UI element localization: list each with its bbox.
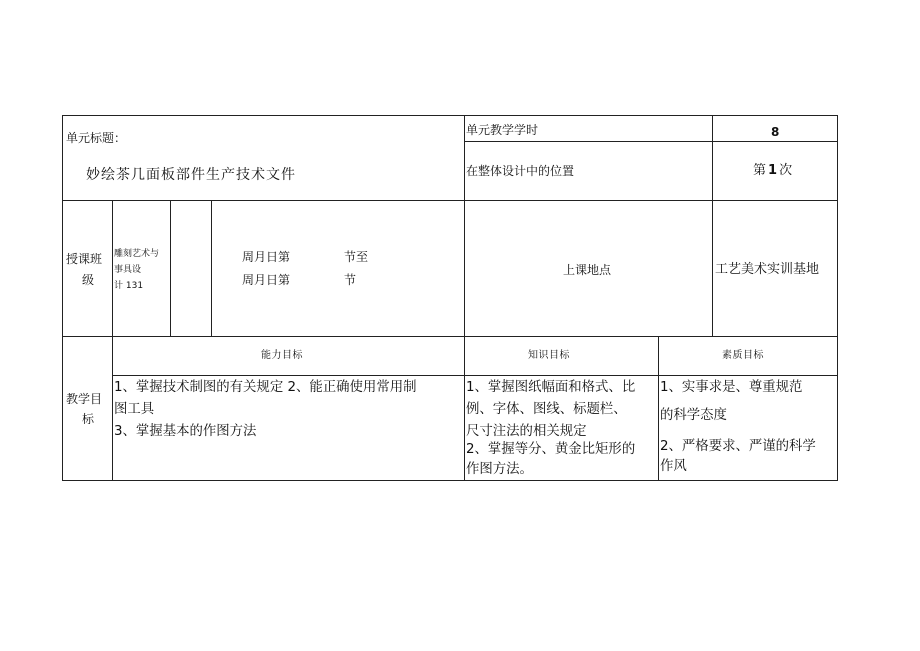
position-label: 在整体设计中的位置	[466, 164, 575, 178]
ability-text-line1: 1、掌握技术制图的有关规定 2、能正确使用常用制	[114, 380, 417, 395]
unit-hours-label: 单元教学学时	[466, 123, 539, 137]
ability-header: 能力目标	[261, 350, 303, 361]
ability-text-line3: 3、掌握基本的作图方法	[114, 424, 257, 439]
quality-text-line1: 1、实事求是、尊重规范	[660, 380, 803, 395]
unit-hours-value: 8	[771, 125, 780, 139]
grid-line-row1-bottom	[62, 200, 838, 201]
quality-header: 素质目标	[722, 350, 764, 361]
grid-line-quality-col	[658, 336, 659, 481]
knowledge-text-line2: 例、字体、图线、标题栏、	[466, 402, 627, 417]
unit-title: 妙绘茶几面板部件生产技术文件	[86, 167, 296, 183]
schedule-row1-end: 节至	[344, 250, 369, 264]
goals-label-line1: 教学目	[66, 392, 103, 406]
position-prefix: 第	[753, 163, 767, 178]
grid-line-label-col	[112, 200, 113, 481]
grid-line-headers-bottom	[112, 375, 838, 376]
class-name-line3: 计 131	[114, 281, 144, 291]
grid-line-mid	[464, 115, 465, 481]
goals-label-line2: 标	[82, 412, 95, 426]
grid-line-top	[62, 115, 838, 116]
grid-line-row2-bottom	[62, 336, 838, 337]
knowledge-text-line4: 2、掌握等分、黄金比矩形的	[466, 442, 636, 457]
quality-text-line3: 2、严格要求、严谨的科学	[660, 439, 816, 454]
class-name-line2: 事具设	[114, 265, 142, 275]
grid-line-bottom	[62, 480, 838, 481]
grid-line-value-col	[712, 115, 713, 337]
grid-line-blank-col	[211, 200, 212, 337]
position-number: 1	[768, 163, 778, 178]
class-name-line1: 雕刻艺术与	[114, 249, 160, 259]
grid-line-class-col	[170, 200, 171, 337]
quality-text-line4: 作风	[660, 459, 687, 474]
position-value	[753, 164, 792, 177]
schedule-row1-start: 周月日第	[242, 250, 291, 264]
grid-line-left	[62, 115, 63, 481]
schedule-row2-start: 周月日第	[242, 273, 291, 287]
unit-title-label: 单元标题：	[66, 131, 127, 145]
knowledge-header: 知识目标	[528, 350, 570, 361]
grid-line-right	[837, 115, 838, 481]
quality-text-line2: 的科学态度	[660, 408, 727, 423]
knowledge-text-line3: 尺寸注法的相关规定	[466, 424, 587, 439]
location-value: 工艺美术实训基地	[715, 262, 820, 277]
ability-text-line2: 图工具	[114, 402, 155, 417]
schedule-row2-end: 节	[344, 273, 357, 287]
knowledge-text-line5: 作图方法。	[466, 462, 533, 477]
location-label: 上课地点	[563, 263, 612, 277]
grid-line-hours-bottom	[464, 141, 838, 142]
position-suffix: 次	[779, 163, 793, 178]
knowledge-text-line1: 1、掌握图纸幅面和格式、比	[466, 380, 636, 395]
class-label-line1: 授课班	[66, 252, 103, 266]
class-label-line2: 级	[82, 273, 95, 287]
